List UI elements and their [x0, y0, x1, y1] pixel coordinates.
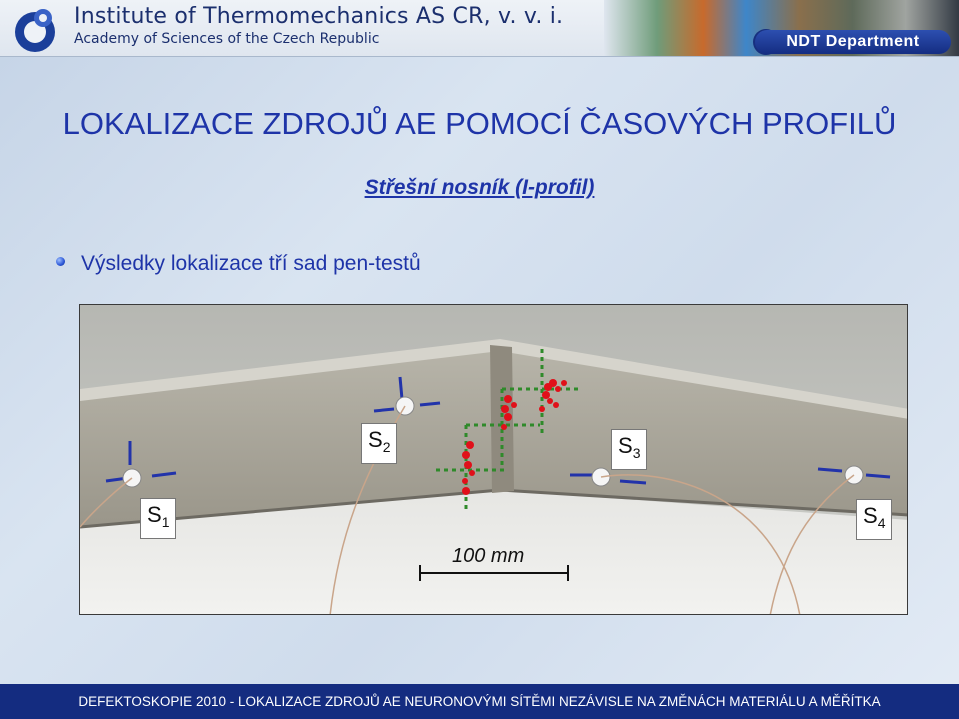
sensor-label-s2: $S_2$ [361, 423, 397, 464]
academy-name: Academy of Sciences of the Czech Republic [74, 31, 380, 47]
slide-subtitle: Střešní nosník (I-profil) [364, 176, 595, 199]
footer-bar [0, 684, 959, 719]
slide-title: LOKALIZACE ZDROJŮ AE POMOCÍ ČASOVÝCH PROFILŮ [62, 106, 897, 141]
institute-name: Institute of Thermomechanics AS CR, v. v. i. [74, 4, 564, 29]
footer-text: DEFEKTOSKOPIE 2010 - LOKALIZACE ZDROJŮ AE NEURONOVÝMI SÍTĚMI NEZÁVISLE NA ZMĚNÁCH MATERIÁLU A MĚŘÍTKA [78, 694, 881, 709]
sensor-label-s3: $S_3$ [611, 429, 647, 470]
bullet-item [56, 252, 421, 276]
sensor-label-s4: $S_4$ [856, 499, 892, 540]
header-banner [0, 0, 959, 57]
department-badge: NDT Department [755, 30, 951, 54]
bullet-text: Výsledky lokalizace tří sad pen-testů [81, 252, 421, 275]
sensor-label-s1: $S_1$ [140, 498, 176, 539]
bullet-icon [56, 257, 65, 266]
beam-photo-drawing [80, 305, 908, 615]
scale-label: 100 mm [452, 545, 525, 567]
institute-logo-icon [8, 4, 66, 54]
beam-photo [79, 304, 908, 615]
